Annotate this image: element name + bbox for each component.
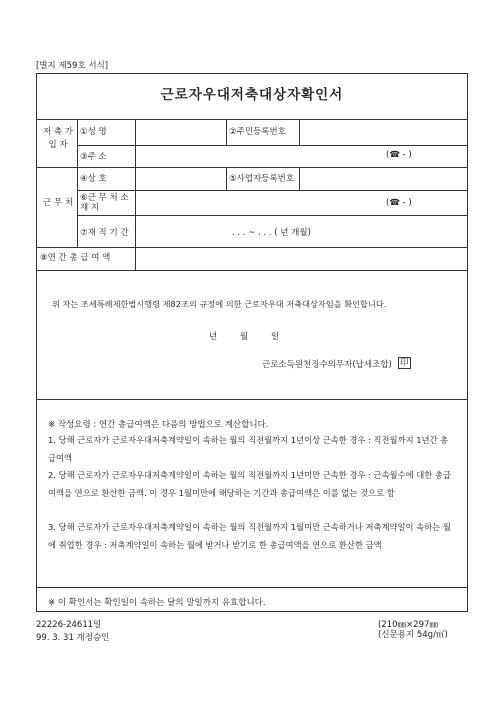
rule-emp-split-1 — [226, 167, 227, 190]
document-title: 근로자우대저축대상자확인서 — [160, 87, 344, 103]
rrn-label: ②주민등록번호 — [229, 127, 286, 137]
salary-label: ⑧연 간 총 급 여 액 — [40, 253, 111, 263]
period-value: . . . ~ . . . ( 년 개월) — [232, 228, 311, 238]
location-label: ⑥근 무 처 소 재 지 — [80, 193, 129, 213]
rule-salary-end — [37, 270, 467, 271]
rule-confirm-end — [37, 399, 467, 400]
form-code: 22226-24611일 — [36, 620, 102, 630]
note-item-1: 1. 당해 근로자가 근로자우대저축계약일이 속하는 월의 직전월까지 1년이상 근속한 경우 : 직전월까지 1년간 총급여액 — [48, 435, 449, 463]
validity-note: ※ 이 확인서는 확인일이 속하는 달의 말일까지 유효합니다. — [48, 598, 266, 608]
rule-saver-end — [37, 167, 467, 168]
rule-group-col — [77, 119, 78, 247]
saver-group-label: 저 축 가 입 자 — [42, 127, 74, 150]
note-item-3: 3. 당해 근로자가 근로자우대저축계약일이 속하는 월의 직전월까지 1월미만 근속하거나 저축계약일이 속하는 월에 취업한 경우 : 저축계약일이 속하는 월에 받거나 받기로 한 총급여액을 연으로 환산한 금액 — [48, 522, 451, 550]
rule-employer-end — [37, 247, 467, 248]
notes-intro: ※ 작성요령 : 연간 총급여액은 다음의 방법으로 계산합니다. — [48, 420, 269, 430]
bizno-label: ⑤사업자등록번호 — [229, 174, 295, 184]
signer-label: 근로소득원천징수의무자(납세조합) — [262, 360, 392, 370]
approval-date: 99. 3. 31 개정승인 — [36, 633, 110, 643]
name-label: ①성 명 — [80, 127, 107, 137]
rule-notes-end — [37, 587, 467, 588]
rule-emp-split-2 — [299, 167, 300, 190]
paper-size: (210㎜×297㎜ — [378, 620, 438, 630]
address-label: ③주 소 — [80, 152, 107, 162]
rule-saver-split-2 — [299, 119, 300, 145]
company-label: ④상 호 — [80, 174, 107, 184]
saver-phone: (☎ - ) — [386, 150, 412, 160]
paper-type: (신문용지 54g/㎡) — [378, 630, 448, 640]
note-item-2: 2. 당해 근로자가 근로자우대저축계약일이 속하는 월의 직전월까지 1년미만 근속한 경우 : 근속월수에 대한 총급여액을 연으로 환산한 금액. 이 경우 1월미만에 해당하는 기간과 총급여액은 이를 없는 것으로 함 — [48, 470, 451, 498]
form-number: [별지 제59호 서식] — [36, 61, 109, 71]
confirmation-statement: 위 자는 조세특례제한법시행령 제82조의 규정에 의한 근로자우대 저축대상자임을 확인합니다. — [52, 299, 387, 309]
seal-mark: 印 — [400, 358, 409, 368]
employer-phone: (☎ - ) — [386, 198, 412, 208]
period-label: ⑦재 직 기 간 — [80, 228, 129, 238]
rule-saver-split-1 — [226, 119, 227, 145]
confirmation-date: 년 월 일 — [209, 332, 280, 342]
employer-group-label: 근 무 처 — [42, 198, 74, 208]
rule-title — [37, 119, 467, 120]
